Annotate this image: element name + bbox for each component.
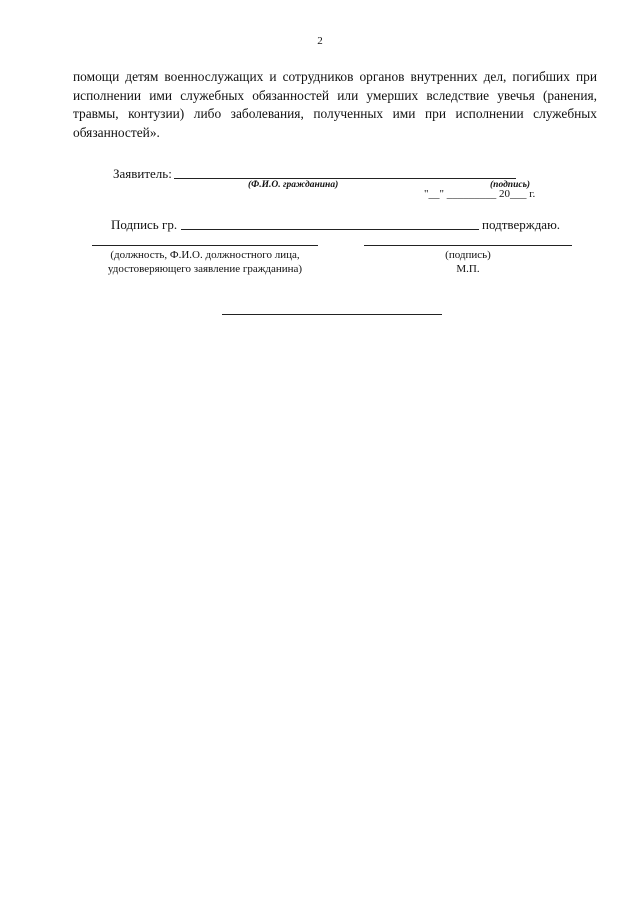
official-line (92, 245, 318, 246)
applicant-name-caption: (Ф.И.О. гражданина) (248, 180, 339, 190)
applicant-label: Заявитель: (113, 166, 172, 181)
official-signature-line (364, 245, 572, 246)
applicant-signature-caption: (подпись) (490, 180, 531, 190)
signature-name-line (181, 229, 479, 230)
official-caption (80, 249, 330, 276)
applicant-name-line (174, 178, 516, 179)
page-number: 2 (317, 35, 323, 47)
applicant-date-line: "__" _________ 20___ г. (424, 188, 536, 200)
body-paragraph: помощи детям военнослужащих и сотрудников органов внутренних дел, погибших при исполнении ими служебных обязанностей или умерших вследствие увечья (ранения, травмы, контузии) либо заболевания, полученных ими при исполнении служебных обязанностей». (73, 69, 597, 140)
official-signature-caption-block (418, 249, 518, 276)
official-signature-caption: (подпись) (445, 249, 491, 261)
official-caption-line-1: (должность, Ф.И.О. должностного лица, (110, 249, 300, 261)
closing-divider (222, 314, 442, 315)
official-caption-line-2: удостоверяющего заявление гражданина) (107, 262, 303, 275)
signature-confirm-text: подтверждаю. (482, 217, 561, 232)
stamp-caption: М.П. (456, 262, 480, 275)
signature-label: Подпись гр. (111, 217, 178, 232)
